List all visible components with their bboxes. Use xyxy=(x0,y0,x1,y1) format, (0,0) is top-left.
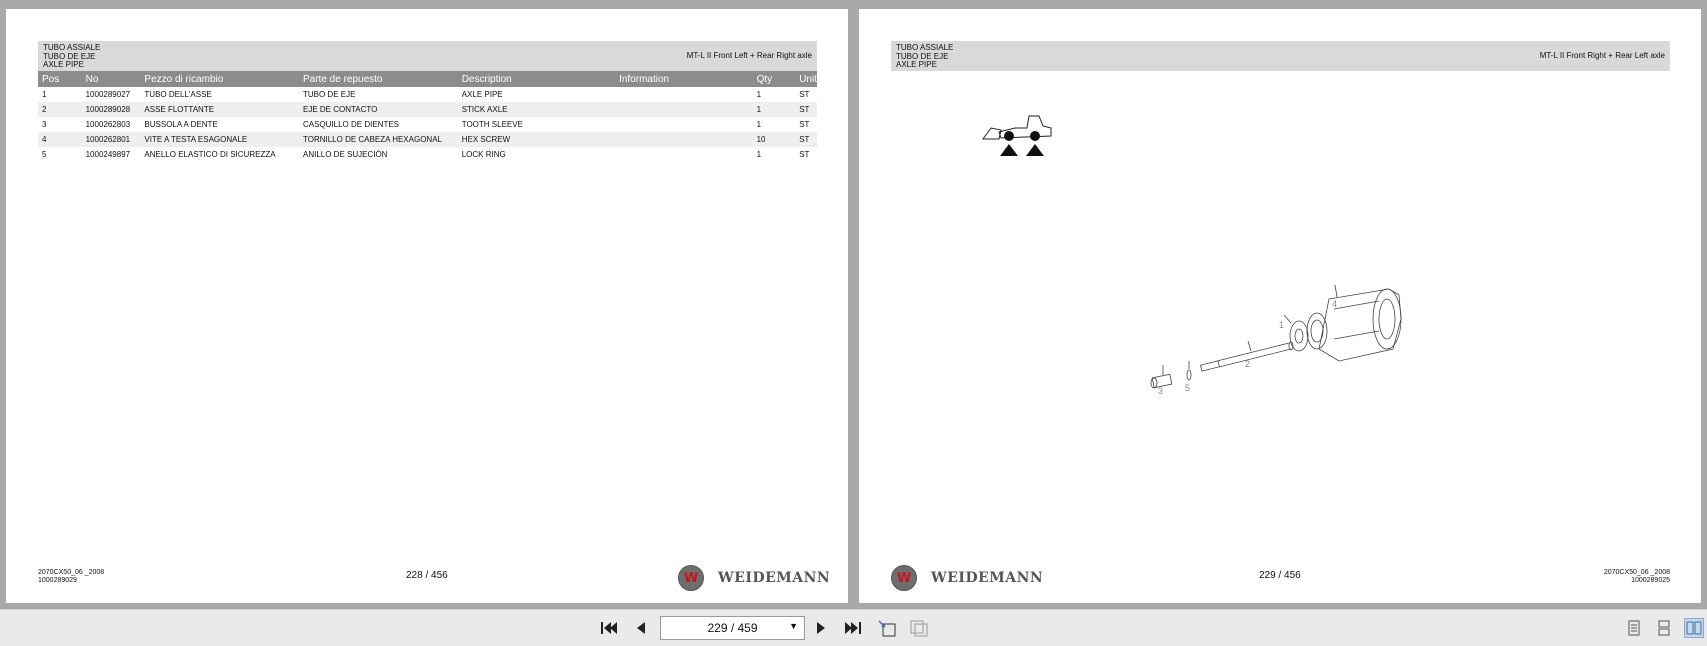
footer-doc-code: 2070CX50_06 _2008 xyxy=(1603,569,1670,576)
table-row xyxy=(38,117,817,132)
col-qty: Qty xyxy=(753,71,796,87)
cell-spanish: TORNILLO DE CABEZA HEXAGONAL xyxy=(299,132,458,147)
cell-information xyxy=(615,132,753,147)
first-page-icon[interactable] xyxy=(598,618,620,638)
title-italian: TUBO ASSIALE xyxy=(43,43,101,52)
title-english: AXLE PIPE xyxy=(43,60,84,70)
cell-italian: ASSE FLOTTANTE xyxy=(140,102,299,117)
cell-no: 1000262803 xyxy=(85,120,131,129)
cell-description: STICK AXLE xyxy=(458,102,615,117)
col-description: Description xyxy=(458,71,615,87)
viewer-toolbar xyxy=(0,609,1707,646)
parts-table xyxy=(38,71,817,162)
cell-description: LOCK RING xyxy=(461,150,506,159)
cell-no: 1000289027 xyxy=(85,90,131,99)
cell-information xyxy=(615,87,753,102)
cell-description: HEX SCREW xyxy=(458,132,615,147)
fit-page-icon[interactable] xyxy=(876,618,898,638)
single-page-view-icon[interactable] xyxy=(1624,618,1644,638)
footer-code xyxy=(1604,569,1670,585)
footer-part-number: 1000289025 xyxy=(1631,577,1670,584)
cell-information xyxy=(615,102,753,117)
footer-doc-code: 2070CX50_06 _2008 xyxy=(38,569,105,576)
table-header-row xyxy=(38,71,817,87)
callout-1: 1 xyxy=(1279,320,1285,330)
col-pos: Pos xyxy=(38,71,82,87)
cell-pos: 1 xyxy=(42,90,47,99)
next-page-icon[interactable] xyxy=(810,618,832,638)
cell-qty: 1 xyxy=(756,150,762,159)
cell-pos: 2 xyxy=(38,102,82,117)
title-spanish: TUBO DE EJE xyxy=(43,51,96,61)
weidemann-logo xyxy=(678,565,830,591)
logo-text: WEIDEMANN xyxy=(931,570,1044,586)
footer-part-number: 1000289029 xyxy=(38,577,77,584)
cell-spanish: ANILLO DE SUJECIÓN xyxy=(302,150,388,159)
col-unit: Unit xyxy=(795,71,817,87)
table-row xyxy=(38,102,817,117)
callout-2: 2 xyxy=(1245,359,1251,369)
table-row xyxy=(38,132,817,147)
cell-spanish: TUBO DE EJE xyxy=(302,90,356,99)
cell-description: AXLE PIPE xyxy=(461,90,503,99)
cell-no: 1000249897 xyxy=(85,150,131,159)
cell-qty: 1 xyxy=(756,120,762,129)
cell-italian: TUBO DELL'ASSE xyxy=(144,90,212,99)
page-selector[interactable] xyxy=(660,616,805,640)
title-spanish: TUBO DE EJE xyxy=(896,51,949,61)
callout-5: 5 xyxy=(1185,383,1191,393)
chevron-down-icon: ▼ xyxy=(789,621,798,631)
two-page-view-icon[interactable] xyxy=(1684,618,1704,638)
col-information: Information xyxy=(615,71,753,87)
cell-spanish: CASQUILLO DE DIENTES xyxy=(302,120,400,129)
axle-label: MT-L II Front Left + Rear Right axle xyxy=(686,51,812,60)
axle-label: MT-L II Front Right + Rear Left axle xyxy=(1539,51,1665,60)
cell-pos: 4 xyxy=(38,132,82,147)
cell-description: TOOTH SLEEVE xyxy=(461,120,523,129)
prev-page-icon[interactable] xyxy=(630,618,652,638)
axle-pipe-exploded-drawing xyxy=(1139,279,1439,419)
cell-unit: ST xyxy=(799,150,810,159)
cell-qty: 1 xyxy=(753,102,796,117)
weidemann-logo xyxy=(891,565,1043,591)
cell-unit: ST xyxy=(795,132,817,147)
left-page xyxy=(6,9,848,603)
cell-italian: ANELLO ELASTICO DI SICUREZZA xyxy=(144,150,276,159)
cell-pos: 3 xyxy=(42,120,47,129)
col-no: No xyxy=(82,71,141,87)
cell-information xyxy=(615,147,753,162)
col-spanish: Parte de repuesto xyxy=(299,71,458,87)
cell-italian: BUSSOLA A DENTE xyxy=(144,120,218,129)
callout-4: 4 xyxy=(1332,299,1338,309)
cell-qty: 1 xyxy=(756,90,762,99)
cell-information xyxy=(615,117,753,132)
cell-pos: 5 xyxy=(42,150,47,159)
title-english: AXLE PIPE xyxy=(896,60,937,70)
page-header xyxy=(38,41,817,71)
header-titles xyxy=(43,44,100,70)
col-italian: Pezzo di ricambio xyxy=(140,71,299,87)
weidemann-logo-icon: W xyxy=(678,565,704,591)
callout-3: 3 xyxy=(1158,386,1164,396)
page-header xyxy=(891,41,1670,71)
footer-code xyxy=(38,569,104,585)
cell-unit: ST xyxy=(795,102,817,117)
current-page-text: 229 / 459 xyxy=(707,621,758,635)
table-row xyxy=(38,87,817,102)
page-number: 228 / 456 xyxy=(406,570,448,581)
logo-text: WEIDEMANN xyxy=(718,570,831,586)
right-page xyxy=(859,9,1701,603)
cell-unit: ST xyxy=(799,90,810,99)
fit-width-icon[interactable] xyxy=(908,618,930,638)
cell-italian: VITE A TESTA ESAGONALE xyxy=(140,132,299,147)
weidemann-logo-icon: W xyxy=(891,565,917,591)
cell-qty: 10 xyxy=(753,132,796,147)
table-row xyxy=(38,147,817,162)
wheel-loader-pictogram-icon xyxy=(981,106,1057,164)
cell-no: 1000262801 xyxy=(82,132,141,147)
header-titles xyxy=(896,44,953,70)
last-page-icon[interactable] xyxy=(842,618,864,638)
page-number: 229 / 456 xyxy=(1259,570,1301,581)
cell-spanish: EJE DE CONTACTO xyxy=(299,102,458,117)
cell-no: 1000289028 xyxy=(82,102,141,117)
continuous-view-icon[interactable] xyxy=(1654,618,1674,638)
title-italian: TUBO ASSIALE xyxy=(896,43,954,52)
cell-unit: ST xyxy=(799,120,810,129)
